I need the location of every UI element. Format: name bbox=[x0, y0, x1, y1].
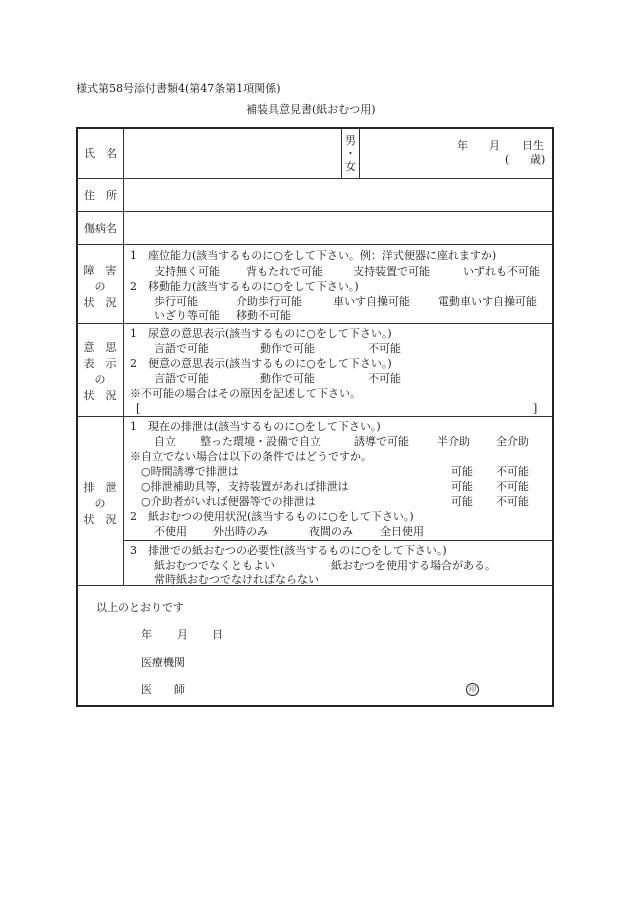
excretion-option: 半介助 bbox=[437, 435, 470, 448]
document-title: 補装具意見書(紙おむつ用) bbox=[246, 103, 376, 116]
row-divider-inner bbox=[123, 540, 553, 541]
condition-text: ○介助者がいれば便器等での排泄は bbox=[141, 495, 316, 508]
condition-no: 不可能 bbox=[496, 480, 529, 493]
non-independent-note: ※自立でない場合は以下の条件ではどうですか。 bbox=[130, 450, 372, 463]
age-open: ( bbox=[505, 153, 510, 166]
disease-label: 傷病名 bbox=[84, 222, 117, 235]
urination-option: 言語で可能 bbox=[154, 342, 209, 355]
diaper-necessity-option: 常時紙おむつでなければならない bbox=[154, 573, 319, 586]
birth-month-label: 月 bbox=[489, 139, 500, 152]
intent-label-3: の bbox=[94, 373, 106, 386]
mobility-option: 介助歩行可能 bbox=[236, 295, 302, 308]
condition-text: ○排泄補助具等，支持装置があれば排泄は bbox=[141, 480, 349, 493]
mobility-option: 電動車いす自操可能 bbox=[438, 295, 537, 308]
birth-day-label: 日生 bbox=[522, 139, 544, 152]
diaper-usage-question: 2 紙おむつの使用状況(該当するものに○をして下さい。) bbox=[130, 510, 414, 523]
label-column-divider bbox=[123, 128, 124, 585]
excretion-option: 全介助 bbox=[496, 435, 529, 448]
diaper-usage-option: 夜間のみ bbox=[309, 525, 353, 538]
row-divider bbox=[77, 244, 553, 245]
gender-divider-right bbox=[359, 128, 360, 178]
urination-intent-question: 1 尿意の意思表示(該当するものに○をして下さい。) bbox=[130, 327, 392, 340]
defecation-option: 言語で可能 bbox=[154, 372, 209, 385]
excretion-label-3: 状 況 bbox=[83, 513, 117, 526]
diaper-usage-option: 不使用 bbox=[154, 525, 187, 538]
urination-option: 不可能 bbox=[368, 342, 401, 355]
sitting-option: 背もたれで可能 bbox=[246, 265, 323, 278]
diaper-necessity-option: 紙おむつでなくともよい bbox=[154, 559, 275, 572]
form-number: 様式第58号添付書類4(第47条第1項関係) bbox=[76, 82, 281, 95]
gender-separator: ・ bbox=[345, 147, 356, 160]
date-year-label: 年 bbox=[141, 628, 152, 641]
reason-bracket-close: ] bbox=[533, 402, 538, 415]
excretion-option: 整った環境・設備で自立 bbox=[200, 435, 321, 448]
excretion-option: 誘導で可能 bbox=[354, 435, 409, 448]
defecation-intent-question: 2 便意の意思表示(該当するものに○をして下さい。) bbox=[130, 357, 392, 370]
gender-male: 男 bbox=[345, 134, 356, 147]
excretion-label-1: 排 泄 bbox=[83, 481, 117, 494]
condition-no: 不可能 bbox=[496, 495, 529, 508]
condition-yes: 可能 bbox=[451, 495, 473, 508]
reason-bracket-open: [ bbox=[136, 402, 141, 415]
mobility-option: いざり等可能 bbox=[154, 309, 220, 322]
mobility-option: 歩行可能 bbox=[154, 295, 198, 308]
seal-mark: 印 bbox=[466, 683, 479, 696]
institution-label: 医療機関 bbox=[141, 656, 185, 669]
mobility-option: 車いす自操可能 bbox=[333, 295, 410, 308]
gender-female: 女 bbox=[345, 160, 356, 173]
disability-label-3: 状 況 bbox=[83, 296, 117, 309]
age-close: 歳) bbox=[530, 153, 546, 166]
disability-label-2: の bbox=[94, 280, 106, 293]
birth-year-label: 年 bbox=[457, 139, 468, 152]
name-label: 氏 名 bbox=[84, 147, 117, 160]
urination-option: 動作で可能 bbox=[260, 342, 315, 355]
disability-label-1: 障 害 bbox=[83, 264, 117, 277]
row-divider bbox=[77, 323, 553, 324]
condition-text: ○時間誘導で排泄は bbox=[141, 465, 239, 478]
defecation-option: 不可能 bbox=[368, 372, 401, 385]
excretion-option: 自立 bbox=[154, 435, 176, 448]
diaper-usage-option: 全日使用 bbox=[380, 525, 424, 538]
current-excretion-question: 1 現在の排泄は(該当するものに○をして下さい。) bbox=[130, 420, 381, 433]
diaper-necessity-question: 3 排泄での紙おむつの必要性(該当するものに○をして下さい。) bbox=[130, 544, 447, 557]
condition-no: 不可能 bbox=[496, 465, 529, 478]
sitting-option: 支持装置で可能 bbox=[353, 265, 430, 278]
diaper-usage-option: 外出時のみ bbox=[213, 525, 268, 538]
form-frame bbox=[76, 127, 554, 707]
intent-label-4: 状 況 bbox=[83, 389, 117, 402]
diaper-necessity-option: 紙おむつを使用する場合がある。 bbox=[331, 559, 496, 572]
inability-note: ※不可能の場合はその原因を記述して下さい。 bbox=[130, 387, 361, 400]
sitting-option: 支持無く可能 bbox=[154, 265, 220, 278]
date-month-label: 月 bbox=[177, 628, 188, 641]
condition-yes: 可能 bbox=[451, 465, 473, 478]
sitting-option: いずれも不可能 bbox=[463, 265, 540, 278]
condition-yes: 可能 bbox=[451, 480, 473, 493]
excretion-label-2: の bbox=[94, 497, 106, 510]
defecation-option: 動作で可能 bbox=[260, 372, 315, 385]
statement-text: 以上のとおりです bbox=[96, 601, 184, 614]
sitting-ability-question: 1 座位能力(該当するものに○をして下さい。例：洋式便器に座れますか) bbox=[130, 249, 497, 262]
intent-label-1: 意 思 bbox=[83, 341, 117, 354]
mobility-option: 移動不可能 bbox=[236, 309, 291, 322]
gender-divider-left bbox=[341, 128, 342, 178]
row-divider bbox=[77, 416, 553, 417]
doctor-label: 医 師 bbox=[141, 683, 185, 696]
date-day-label: 日 bbox=[212, 628, 223, 641]
row-divider bbox=[77, 178, 553, 179]
intent-label-2: 表 示 bbox=[83, 357, 117, 370]
row-divider bbox=[77, 211, 553, 212]
mobility-question: 2 移動能力(該当するものに○をして下さい。) bbox=[130, 280, 359, 293]
address-label: 住 所 bbox=[84, 189, 117, 202]
